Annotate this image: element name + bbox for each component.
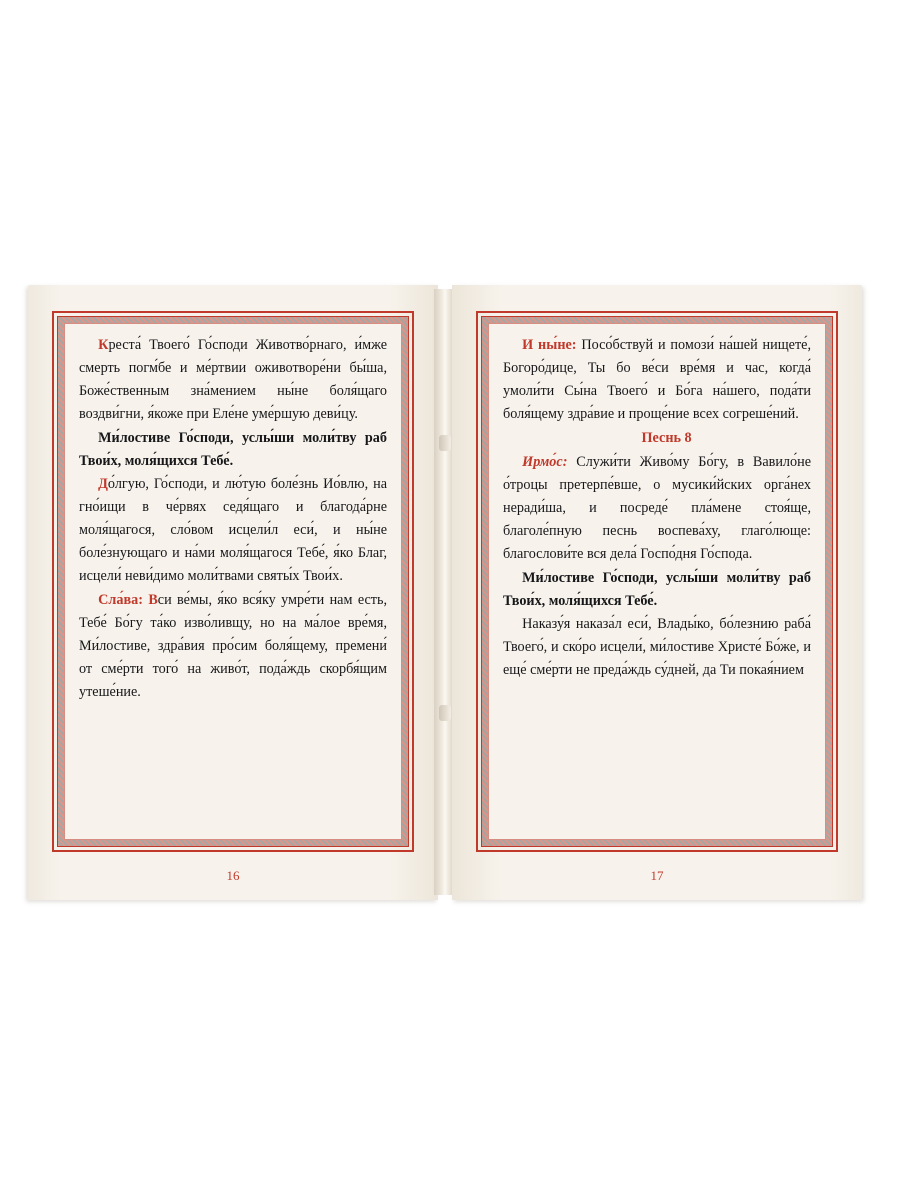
dropcap-k: К bbox=[98, 337, 109, 353]
spine-notch-top bbox=[439, 435, 451, 451]
paragraph-slava bbox=[79, 589, 387, 704]
paragraph-refrain-right-text: Ми́лостиве Го́споди, услы́ши моли́тву раб Твои́х, моля́щихся Тебе́. bbox=[503, 569, 811, 609]
book-page-right bbox=[452, 285, 862, 900]
book-page-left bbox=[28, 285, 438, 900]
paragraph-refrain-left bbox=[79, 427, 387, 473]
paragraph-nakazuya-text: аказу́я наказа́л еси́, Влады́ко, бо́лезнию раба́ Твоего́, и ско́ро исцели́, ми́лостиве Христе́ Бо́же, и еще́ сме́рти не преда́ждь су́дней, да Ти покая́нием bbox=[503, 615, 811, 678]
paragraph-krest bbox=[79, 334, 387, 426]
spine-notch-bottom bbox=[439, 705, 451, 721]
rubric-irmos: Ирмо́с: bbox=[522, 453, 568, 470]
paragraph-inyne bbox=[503, 334, 811, 426]
dropcap-p: П bbox=[581, 337, 592, 353]
dropcap-v: В bbox=[148, 591, 158, 608]
dropcap-d: Д bbox=[98, 475, 108, 492]
paragraph-irmos-text: лужи́ти Живо́му Бо́гу, в Вавило́не о́троцы претерпе́вше, о мусики́йских орга́нех неради́ша, и посреде́ пла́мене стоя́ще, благоле́пную песнь воспева́ху, глаго́люще: благослови́те вся дела́ Госпо́дня Го́спода. bbox=[503, 453, 811, 562]
folio-left: 16 bbox=[226, 868, 240, 883]
rubric-slava: Сла́ва: bbox=[98, 591, 143, 608]
open-book bbox=[28, 285, 873, 905]
paragraph-dolguyu-text: о́лгую, Го́споди, и лю́тую боле́знь Ио́влю, на гно́ищи в че́рвях седя́щаго и благода́рне моля́щагося, сло́вом исцели́л еси́, и ны́не боле́знующаго и на́ми моля́щагося Тебе́, я́ко Благ, исцели́ неви́димо моли́твами святы́х Твои́х. bbox=[79, 475, 387, 584]
paragraph-nakazuya bbox=[503, 613, 811, 682]
page-text-right bbox=[503, 334, 811, 833]
heading-pesn-8: Песнь 8 bbox=[641, 429, 692, 446]
paragraph-refrain-left-text: Ми́лостиве Го́споди, услы́ши моли́тву раб Твои́х, моля́щихся Тебе́. bbox=[79, 429, 387, 469]
paragraph-irmos bbox=[503, 451, 811, 566]
ornamental-frame-left bbox=[52, 311, 414, 852]
paragraph-inyne-text: осо́бствуй и помози́ на́шей нищете́, Богоро́дице, Ты бо ве́си вре́мя и час, когда́ умоли́ти Сы́на Твоего́ и Бо́га на́шего, пода́ти боля́щему здра́вие и проще́ние всех согреше́ний. bbox=[503, 337, 812, 422]
dropcap-n: Н bbox=[522, 615, 533, 632]
paragraph-refrain-right bbox=[503, 567, 811, 613]
dropcap-s: С bbox=[576, 453, 586, 470]
folio-right: 17 bbox=[650, 868, 664, 883]
rubric-inyne: И ны́не: bbox=[522, 337, 577, 353]
ornamental-frame-right bbox=[476, 311, 838, 852]
paragraph-slava-text: си ве́мы, я́ко вся́ку умре́ти нам есть, Тебе́ Бо́гу та́ко изво́ливщу, но на ма́лое вре́мя, Ми́лостиве, здра́вия про́сим боля́щему, премени́ от сме́рти того́ на живо́т, пода́ждь скорбя́щим утеше́ние. bbox=[79, 591, 387, 700]
paragraph-krest-text: реста́ Твоего́ Го́споди Животво́рнаго, и́мже смерть погм́бе и ме́ртвии оживотворе́ни бы́ша, Боже́ственным зна́мением ны́не боля́щаго воздви́гни, я́коже при Еле́не уме́ршую деви́цу. bbox=[79, 337, 387, 422]
paragraph-dolguyu bbox=[79, 473, 387, 588]
page-text-left bbox=[79, 334, 387, 833]
